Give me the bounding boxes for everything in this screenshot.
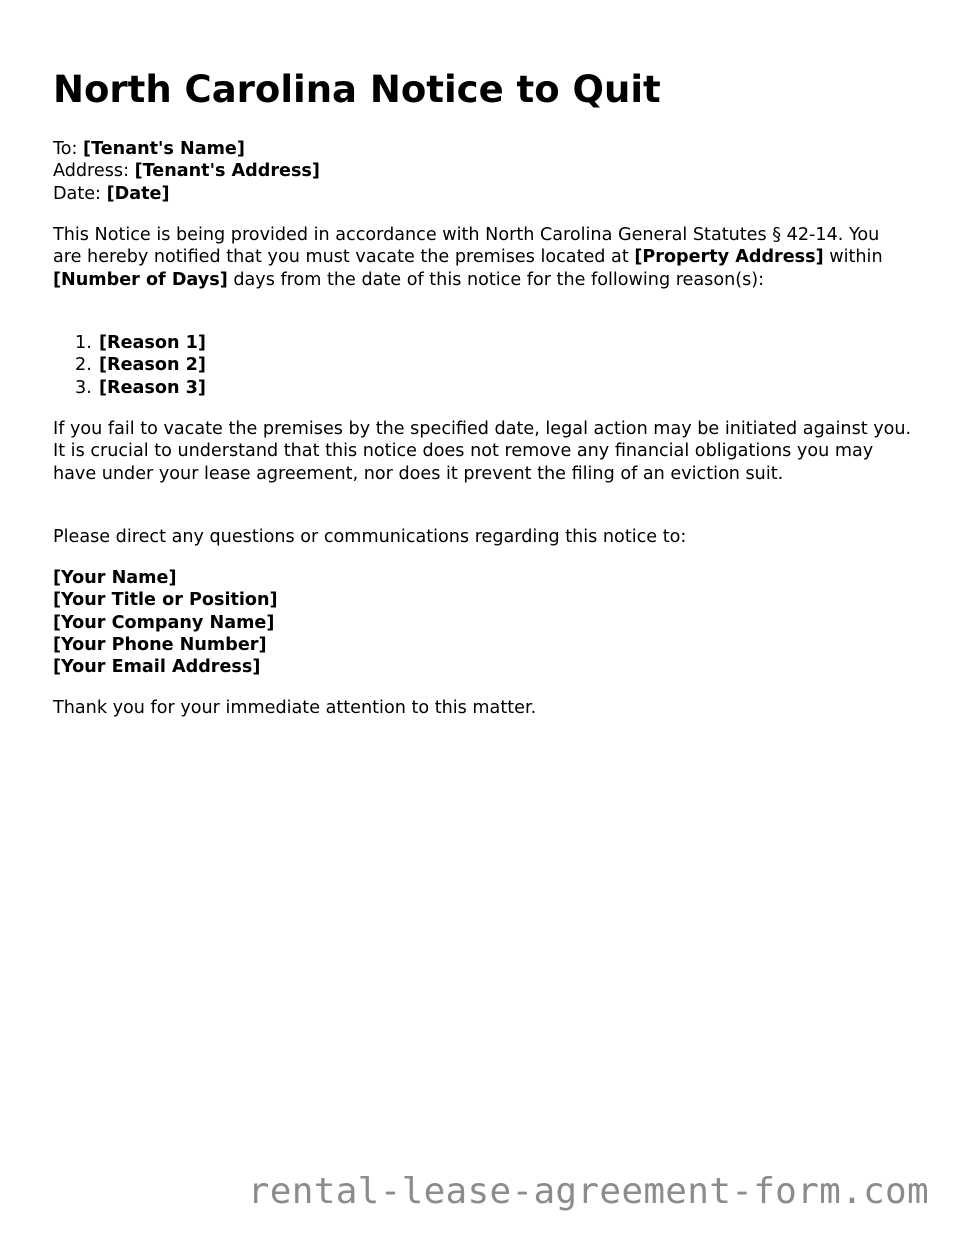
- tenant-address: [Tenant's Address]: [134, 161, 320, 182]
- address-line: [53, 160, 913, 182]
- reason-text: [Reason 2]: [99, 355, 206, 376]
- reason-number: 2.: [75, 355, 92, 376]
- reason-number: 1.: [75, 333, 92, 353]
- intro-text-3: days from the date of this notice for the following reason(s):: [227, 269, 765, 290]
- closing-paragraph: Thank you for your immediate attention to this matter.: [53, 698, 537, 718]
- date-label: Date:: [53, 183, 101, 204]
- intro-text-2: within: [823, 247, 883, 268]
- list-item: [53, 354, 206, 376]
- tenant-name: [Tenant's Name]: [83, 139, 245, 159]
- contact-phone: [Your Phone Number]: [53, 634, 267, 655]
- address-label: Address:: [53, 161, 129, 182]
- list-item: [53, 332, 206, 354]
- contact-title: [Your Title or Position]: [53, 590, 278, 611]
- site-watermark: rental-lease-agreement-form.com: [247, 1171, 929, 1212]
- contact-name: [Your Name]: [53, 568, 177, 588]
- notice-date: [Date]: [106, 183, 170, 204]
- document-title: North Carolina Notice to Quit: [53, 68, 661, 111]
- contact-company: [Your Company Name]: [53, 612, 275, 633]
- number-of-days: [Number of Days]: [53, 269, 228, 290]
- property-address: [Property Address]: [634, 247, 824, 268]
- reason-text: [Reason 3]: [99, 377, 206, 398]
- reason-number: 3.: [75, 377, 92, 398]
- contact-intro-paragraph: Please direct any questions or communications regarding this notice to:: [53, 527, 687, 547]
- reason-text: [Reason 1]: [99, 333, 206, 353]
- contact-email: [Your Email Address]: [53, 657, 261, 678]
- to-label: To:: [53, 139, 78, 159]
- to-line: [53, 138, 913, 160]
- warning-paragraph: If you fail to vacate the premises by the specified date, legal action may be initiated against you. It is crucial to understand that this notice does not remove any financial obligations you may have under your lease agreement, nor does it prevent the filing of an eviction suit.: [53, 419, 912, 484]
- list-item: [53, 377, 206, 399]
- recipient-block: [53, 138, 913, 205]
- reasons-list: [53, 332, 206, 399]
- date-line: [53, 183, 913, 205]
- contact-block: [53, 567, 278, 678]
- intro-paragraph: [53, 224, 913, 291]
- intro-text-1: This Notice is being provided in accordance with North Carolina General Statutes § 42-14. You are hereby notified that you must vacate the premises located at: [53, 225, 880, 268]
